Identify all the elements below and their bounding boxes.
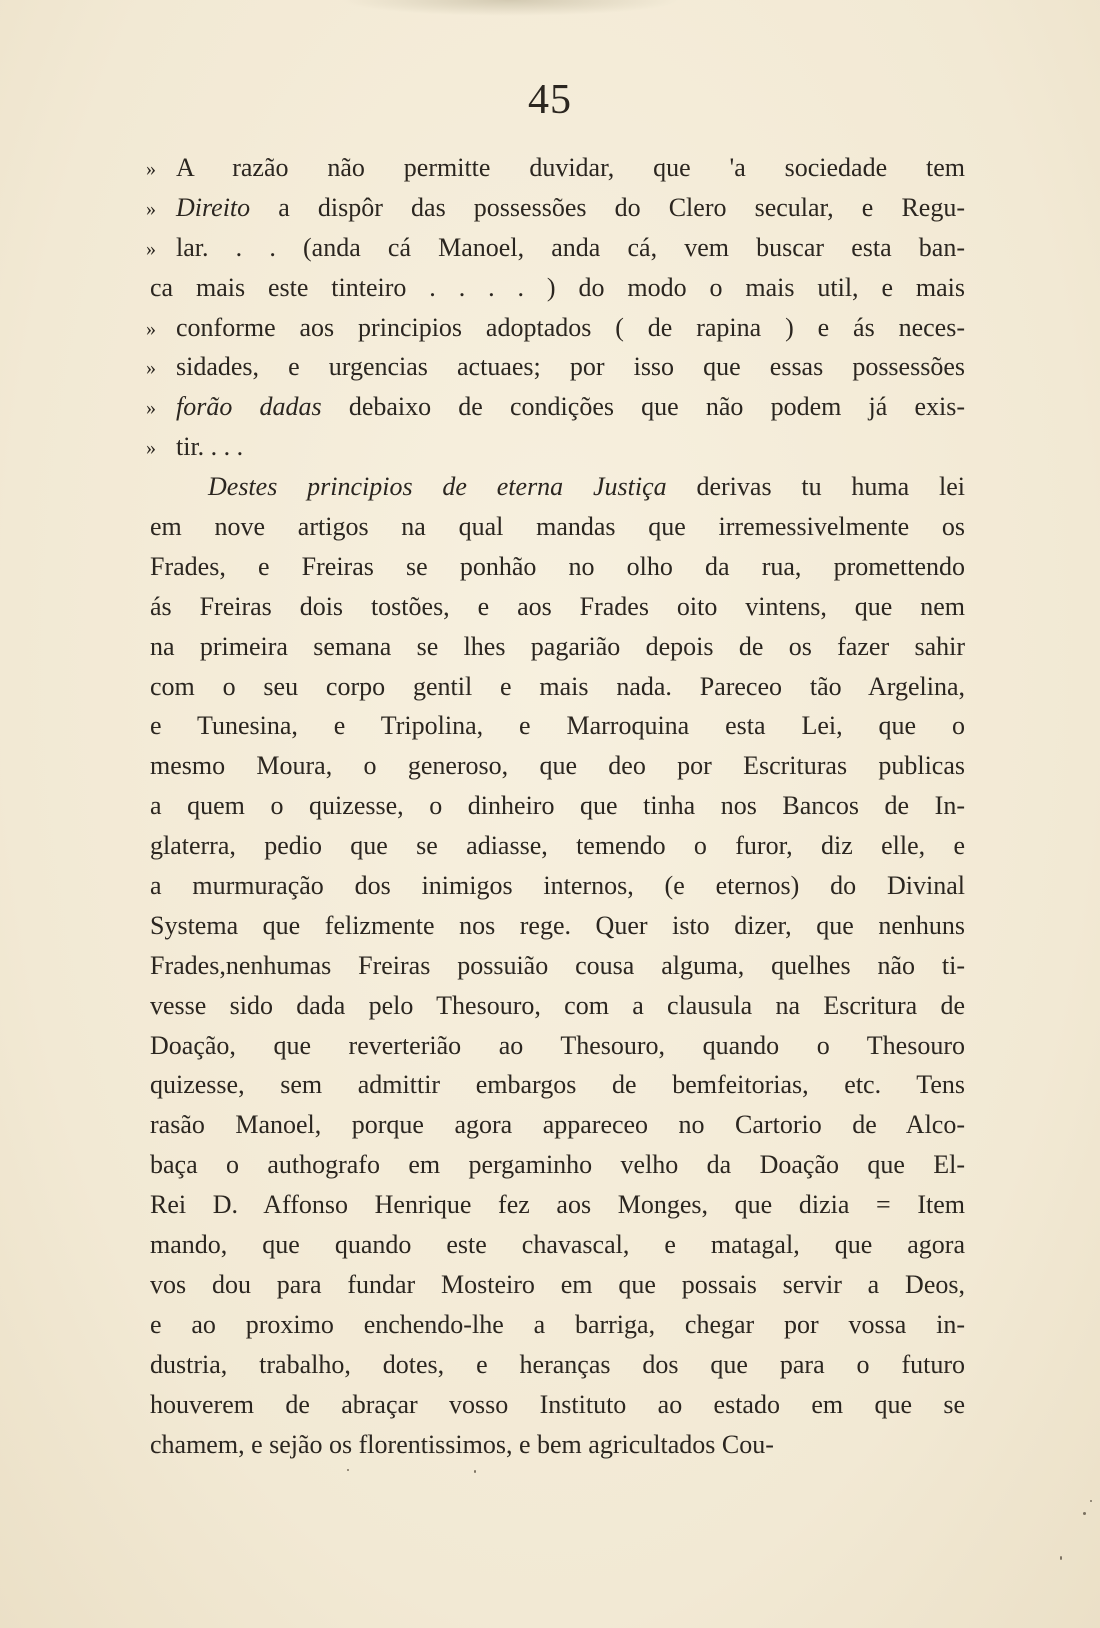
text-run: rasão Manoel, porque agora appareceo no Cartorio de Alco- (150, 1110, 965, 1140)
text-line (150, 906, 965, 946)
paper-speck (1060, 1556, 1062, 1560)
paper-speck (1090, 1500, 1092, 1502)
text-run: mando, que quando este chavascal, e matagal, que agora (150, 1230, 965, 1260)
italic-text: Destes principios de eterna Justiça (208, 472, 667, 502)
text-run: debaixo de condições que não podem já exis- (321, 392, 965, 422)
text-line (146, 427, 965, 467)
text-line (150, 587, 965, 627)
quote-mark: » (146, 158, 156, 180)
text-run: baça o authografo em pergaminho velho da Doação que El- (150, 1150, 965, 1180)
text-run: em nove artigos na qual mandas que irremessivelmente os (150, 512, 965, 542)
text-line (150, 746, 965, 786)
text-line (150, 706, 965, 746)
text-line (150, 547, 965, 587)
text-line (150, 1026, 965, 1066)
text-run: a murmuração dos inimigos internos, (e eternos) do Divinal (150, 871, 965, 901)
text-run: Systema que felizmente nos rege. Quer isto dizer, que nenhuns (150, 910, 965, 940)
text-run: chamem, e sejão os florentissimos, e bem agricultados Cou- (150, 1429, 774, 1459)
page-edge-shadow (340, 0, 680, 16)
text-run: ás Freiras dois tostões, e aos Frades oito vintens, que nem (150, 591, 965, 621)
text-line (150, 986, 965, 1026)
text-run: dustria, trabalho, dotes, e heranças dos que para o futuro (150, 1349, 965, 1379)
quote-mark: » (146, 437, 156, 460)
text-line (150, 786, 965, 826)
text-run: A razão não permitte duvidar, que 'a sociedade tem (176, 153, 965, 182)
text-line (146, 148, 965, 188)
quote-mark: » (146, 317, 156, 340)
text-line (150, 1225, 965, 1265)
text-run: derivas tu huma lei (666, 472, 965, 502)
text-line (150, 667, 965, 707)
text-line (150, 946, 965, 986)
text-line (150, 1145, 965, 1185)
text-line (150, 1385, 965, 1425)
text-run: a dispôr das possessões do Clero secular, e Regu- (250, 192, 965, 222)
text-run: Frades, e Freiras se ponhão no olho da rua, promettendo (150, 551, 965, 581)
text-line (146, 188, 965, 228)
text-run: quizesse, sem admittir embargos de bemfeitorias, etc. Tens (150, 1070, 965, 1100)
text-line (146, 228, 965, 268)
text-line (146, 308, 965, 348)
text-run: Frades,nenhumas Freiras possuião cousa alguma, quelhes não ti- (150, 950, 965, 980)
body-text (146, 148, 965, 1464)
text-run: vesse sido dada pelo Thesouro, com a clausula na Escritura de (150, 990, 965, 1020)
paper-speck (1083, 1512, 1086, 1515)
text-run: conforme aos principios adoptados ( de rapina ) e ás neces- (176, 312, 965, 342)
text-line (146, 387, 965, 427)
text-run: lar. . . (anda cá Manoel, anda cá, vem buscar esta ban- (176, 232, 965, 262)
text-line (150, 1265, 965, 1305)
text-run: e ao proximo enchendo-lhe a barriga, chegar por vossa in- (150, 1309, 965, 1339)
text-run: e Tunesina, e Tripolina, e Marroquina esta Lei, que o (150, 711, 965, 741)
text-run: com o seu corpo gentil e mais nada. Pareceo tão Argelina, (150, 671, 965, 701)
quote-mark: » (146, 237, 156, 260)
text-line (150, 1105, 965, 1145)
text-line (150, 467, 965, 507)
text-line (150, 507, 965, 547)
quote-mark: » (146, 197, 156, 220)
text-line (150, 1185, 965, 1225)
text-line (146, 347, 965, 387)
text-run: mesmo Moura, o generoso, que deo por Escrituras publicas (150, 751, 965, 781)
text-run: a quem o quizesse, o dinheiro que tinha nos Bancos de In- (150, 791, 965, 821)
text-run: tir. . . . (176, 432, 244, 462)
text-run: Doação, que reverterião ao Thesouro, quando o Thesouro (150, 1030, 965, 1060)
text-run: vos dou para fundar Mosteiro em que possais servir a Deos, (150, 1269, 965, 1299)
text-line (150, 627, 965, 667)
paper-speck (474, 1470, 476, 1473)
quote-mark: » (146, 397, 156, 420)
quote-mark: » (146, 357, 156, 380)
text-run: sidades, e urgencias actuaes; por isso que essas possessões (176, 352, 965, 382)
text-run: ca mais este tinteiro . . . . ) do modo o mais util, e mais (150, 272, 965, 302)
text-line (150, 866, 965, 906)
text-line (150, 1345, 965, 1385)
text-line (150, 268, 965, 308)
text-line (150, 1305, 965, 1345)
italic-text: forão dadas (176, 392, 322, 422)
text-run: houverem de abraçar vosso Instituto ao estado em que se (150, 1389, 965, 1419)
text-line (150, 826, 965, 866)
text-run: na primeira semana se lhes pagarião depois de os fazer sahir (150, 631, 965, 661)
italic-text: Direito (176, 192, 251, 222)
text-run: glaterra, pedio que se adiasse, temendo o furor, diz elle, e (150, 831, 965, 861)
text-run: Rei D. Affonso Henrique fez aos Monges, que dizia = Item (150, 1190, 965, 1220)
text-line (150, 1065, 965, 1105)
text-line (150, 1425, 965, 1465)
page-number: 45 (528, 77, 572, 123)
paper-speck (347, 1469, 349, 1471)
